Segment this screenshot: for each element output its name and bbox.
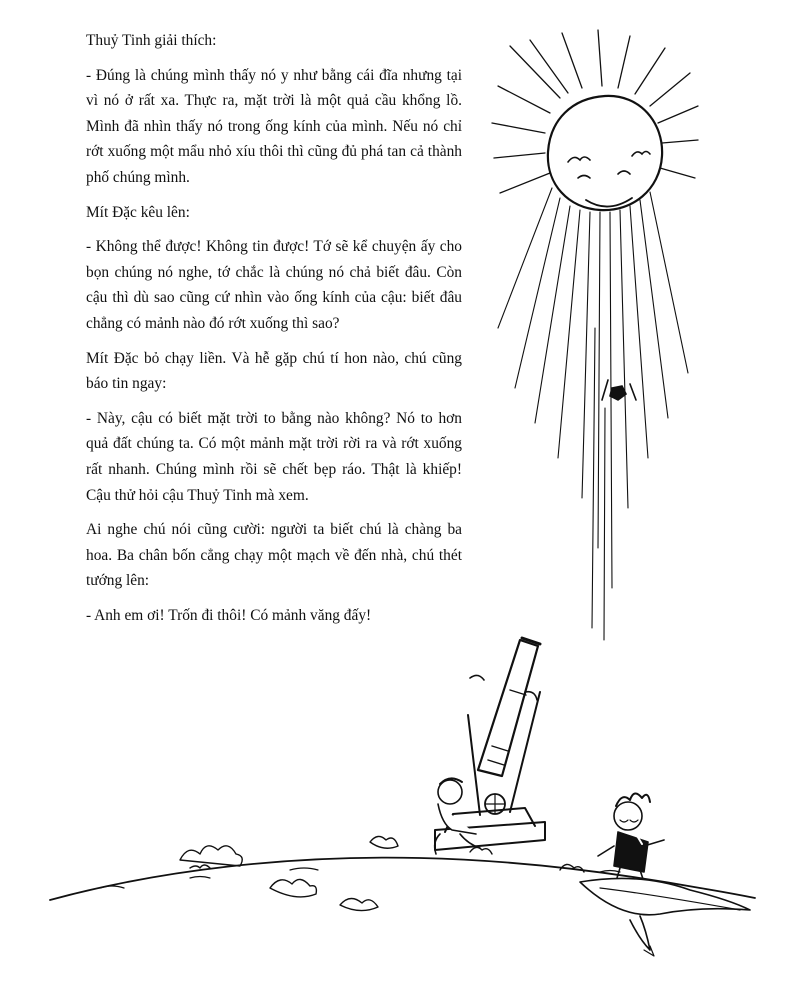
sun-illustration [490,28,700,648]
paragraph: - Anh em ơi! Trốn đi thôi! Có mảnh văng đấy! [86,606,372,624]
leaf-icon [580,878,750,956]
telescope-scene-illustration [40,620,760,980]
bushes [180,836,584,910]
sun-rays-upper [492,30,698,193]
sun-face-outline [548,96,662,210]
paragraph: Thuỷ Tinh giải thích: [86,32,217,49]
story-text [86,28,462,637]
paragraph: - Không thể được! Không tin được! Tớ sẽ kể chuyện ấy cho bọn chúng nó nghe, tớ chắc là chúng nó chả biết đâu. Còn cậu thì dù sao cũng cứ nhìn vào ống kính của cậu: biết đâu chẳng có mảnh nào đó rớt xuống thì sao? [86,238,462,332]
paragraph: Mít Đặc bỏ chạy liền. Và hễ gặp chú tí hon nào, chú cũng báo tin ngay: [86,349,462,393]
paragraph: - Đúng là chúng mình thấy nó y như bằng cái đĩa nhưng tại vì nó ở rất xa. Thực ra, mặt trời là một quả cầu khổng lồ. Mình đã nhìn thấy nó trong ống kính của mình. Nếu nó chỉ rớt xuống một mẩu nhỏ xíu thôi thì cũng đủ phá tan cả thành phố chúng mình. [86,66,462,186]
falling-fragment-icon [602,380,636,400]
paragraph: Ai nghe chú nói cũng cười: người ta biết chú là chàng ba hoa. Ba chân bốn cẳng chạy một mạch về đến nhà, chú thét tướng lên: [86,521,462,590]
sun-rays-lower [498,188,688,640]
paragraph: - Này, cậu có biết mặt trời to bằng nào không? Nó to hơn quả đất chúng ta. Có một mảnh mặt trời rời ra và rớt xuống rất nhanh. Chúng mình rồi sẽ chết bẹp ráo. Thật là khiếp! Cậu thử hỏi cậu Thuỷ Tinh mà xem. [86,409,462,504]
paragraph: Mít Đặc kêu lên: [86,203,190,221]
